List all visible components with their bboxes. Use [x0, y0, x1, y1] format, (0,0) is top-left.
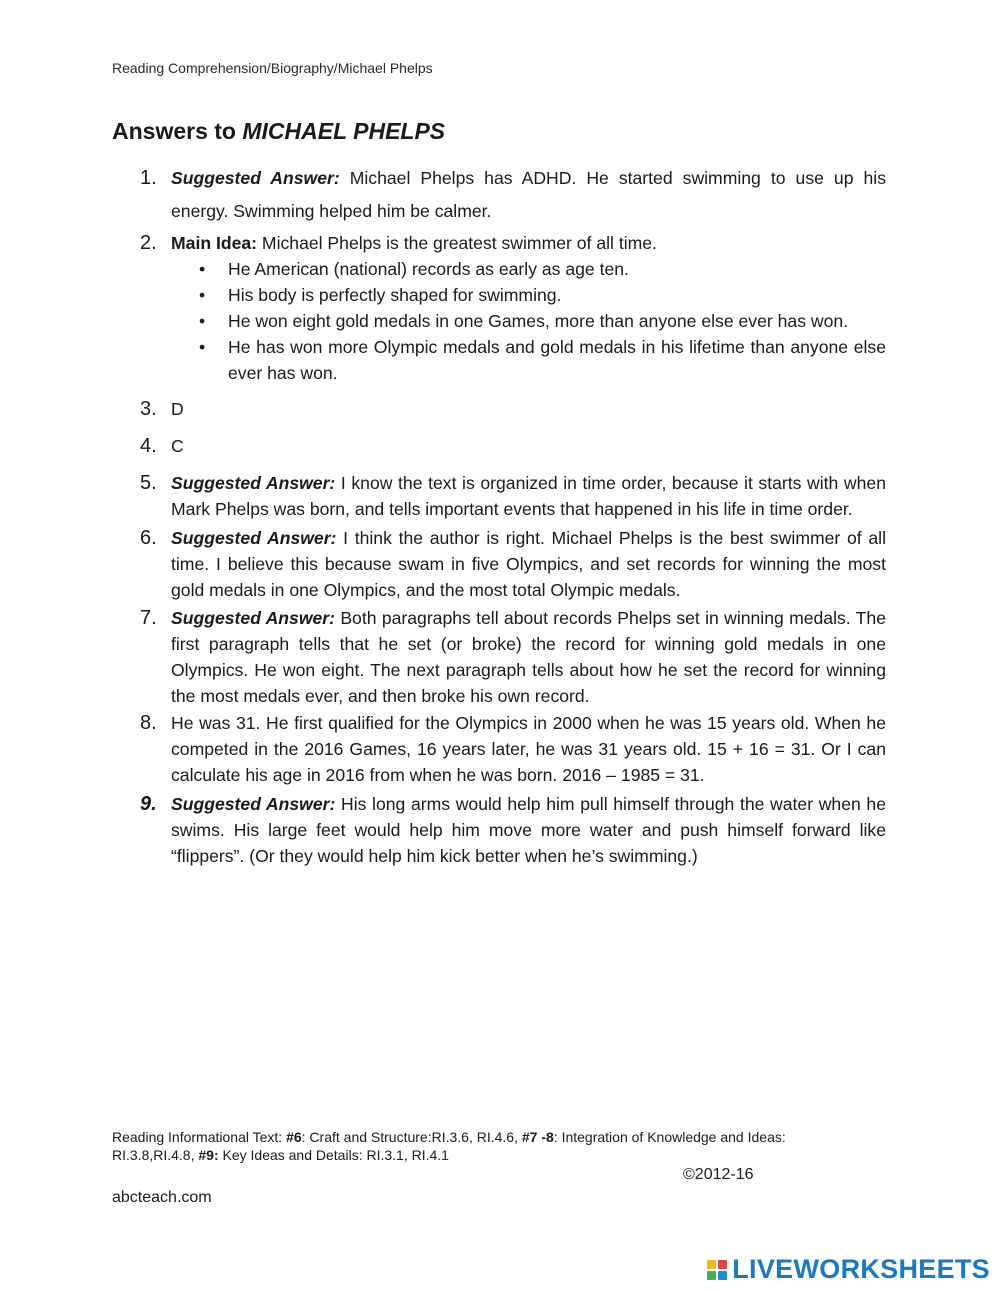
standards-prefix: Reading Informational Text:	[112, 1129, 287, 1145]
standards-text: : Integration of Knowledge and Ideas: RI.3.8,RI.4.8,	[112, 1129, 786, 1163]
bullet-icon: •	[199, 259, 206, 279]
answer-item-2	[112, 230, 886, 386]
page-title	[112, 118, 445, 145]
answer-number: 2.	[140, 232, 157, 254]
answer-text: Michael Phelps has ADHD. He started swimming to use up his energy. Swimming helped him be calmer.	[171, 168, 886, 221]
bullet-text: He has won more Olympic medals and gold medals in his lifetime than anyone else ever has won.	[228, 337, 886, 383]
answer-text: D	[171, 399, 184, 419]
answer-item-6	[112, 525, 886, 603]
answer-text: I think the author is right. Michael Phelps is the best swimmer of all time. I believe this because swam in five Olympics, and set records for winning the most gold medals in one Olympics, and the most total Olympic medals.	[171, 528, 886, 600]
list-item	[171, 282, 886, 308]
standards-text: : Craft and Structure:RI.3.6, RI.4.6,	[301, 1129, 522, 1145]
answer-label: Suggested Answer:	[171, 608, 336, 628]
standards-number: #7 -8	[521, 1129, 554, 1145]
bullet-text: His body is perfectly shaped for swimming.	[228, 285, 562, 305]
answer-number: 9.	[140, 793, 157, 815]
standards-number: #9:	[198, 1147, 219, 1163]
standards-number: #6	[286, 1129, 302, 1145]
answer-label: Suggested Answer:	[171, 168, 340, 188]
site-name: abcteach.com	[112, 1189, 212, 1206]
answer-label: Main Idea:	[171, 233, 258, 253]
bullet-text: He won eight gold medals in one Games, more than anyone else ever has won.	[228, 311, 849, 331]
answer-text: Both paragraphs tell about records Phelps set in winning medals. The first paragraph tells that he set (or broke) the record for winning gold medals in one Olympics. He won eight. The next paragraph tells about how he set the record for winning the most medals ever, and then broke his own record.	[171, 608, 886, 706]
answer-number: 3.	[140, 398, 157, 420]
answer-item-7	[112, 605, 886, 709]
standards-text: Key Ideas and Details: RI.3.1, RI.4.1	[218, 1147, 449, 1163]
bullet-icon: •	[199, 285, 206, 305]
answer-text: His long arms would help him pull himself through the water when he swims. His large feet would help him move more water and push himself forward like “flippers”. (Or they would help him kick better when he’s swimming.)	[171, 794, 886, 866]
answer-number: 4.	[140, 435, 157, 457]
answer-item-1	[112, 162, 886, 228]
bullet-text: He American (national) records as early as age ten.	[228, 259, 629, 279]
answer-list	[112, 162, 886, 869]
title-subject: MICHAEL PHELPS	[242, 118, 446, 144]
answer-item-9	[112, 791, 886, 869]
answer-text: He was 31. He first qualified for the Olympics in 2000 when he was 15 years old. When he competed in the 2016 Games, 16 years later, he was 31 years old. 15 + 16 = 31. Or I can calculate his age in 2016 from when he was born. 2016 – 1985 = 31.	[171, 713, 886, 785]
answer-item-8	[112, 710, 886, 788]
list-item	[171, 256, 886, 282]
standards-note	[112, 1128, 872, 1164]
bullet-icon: •	[199, 337, 206, 357]
supporting-details-list	[171, 256, 886, 386]
answer-number: 7.	[140, 607, 157, 629]
answer-number: 8.	[140, 712, 157, 734]
list-item	[171, 334, 886, 386]
title-prefix: Answers to	[112, 118, 236, 144]
liveworksheets-logo	[707, 1254, 990, 1285]
liveworksheets-wordmark: LIVEWORKSHEETS	[732, 1254, 990, 1284]
answer-label: Suggested Answer:	[171, 794, 336, 814]
answer-item-3	[112, 396, 886, 422]
answer-label: Suggested Answer:	[171, 473, 336, 493]
answer-text: I know the text is organized in time order, because it starts with when Mark Phelps was born, and tells important events that happened in his life in time order.	[171, 473, 886, 519]
answer-number: 5.	[140, 472, 157, 494]
copyright-notice: ©2012-16	[683, 1166, 754, 1183]
answer-number: 1.	[140, 167, 157, 189]
liveworksheets-logo-icon	[707, 1260, 727, 1280]
answer-item-4	[112, 433, 886, 459]
answer-text: C	[171, 436, 184, 456]
list-item	[171, 308, 886, 334]
breadcrumb: Reading Comprehension/Biography/Michael Phelps	[112, 60, 433, 76]
answer-text: Michael Phelps is the greatest swimmer of all time.	[257, 233, 657, 253]
answer-item-5	[112, 470, 886, 522]
answer-label: Suggested Answer:	[171, 528, 337, 548]
answer-number: 6.	[140, 527, 157, 549]
bullet-icon: •	[199, 311, 206, 331]
